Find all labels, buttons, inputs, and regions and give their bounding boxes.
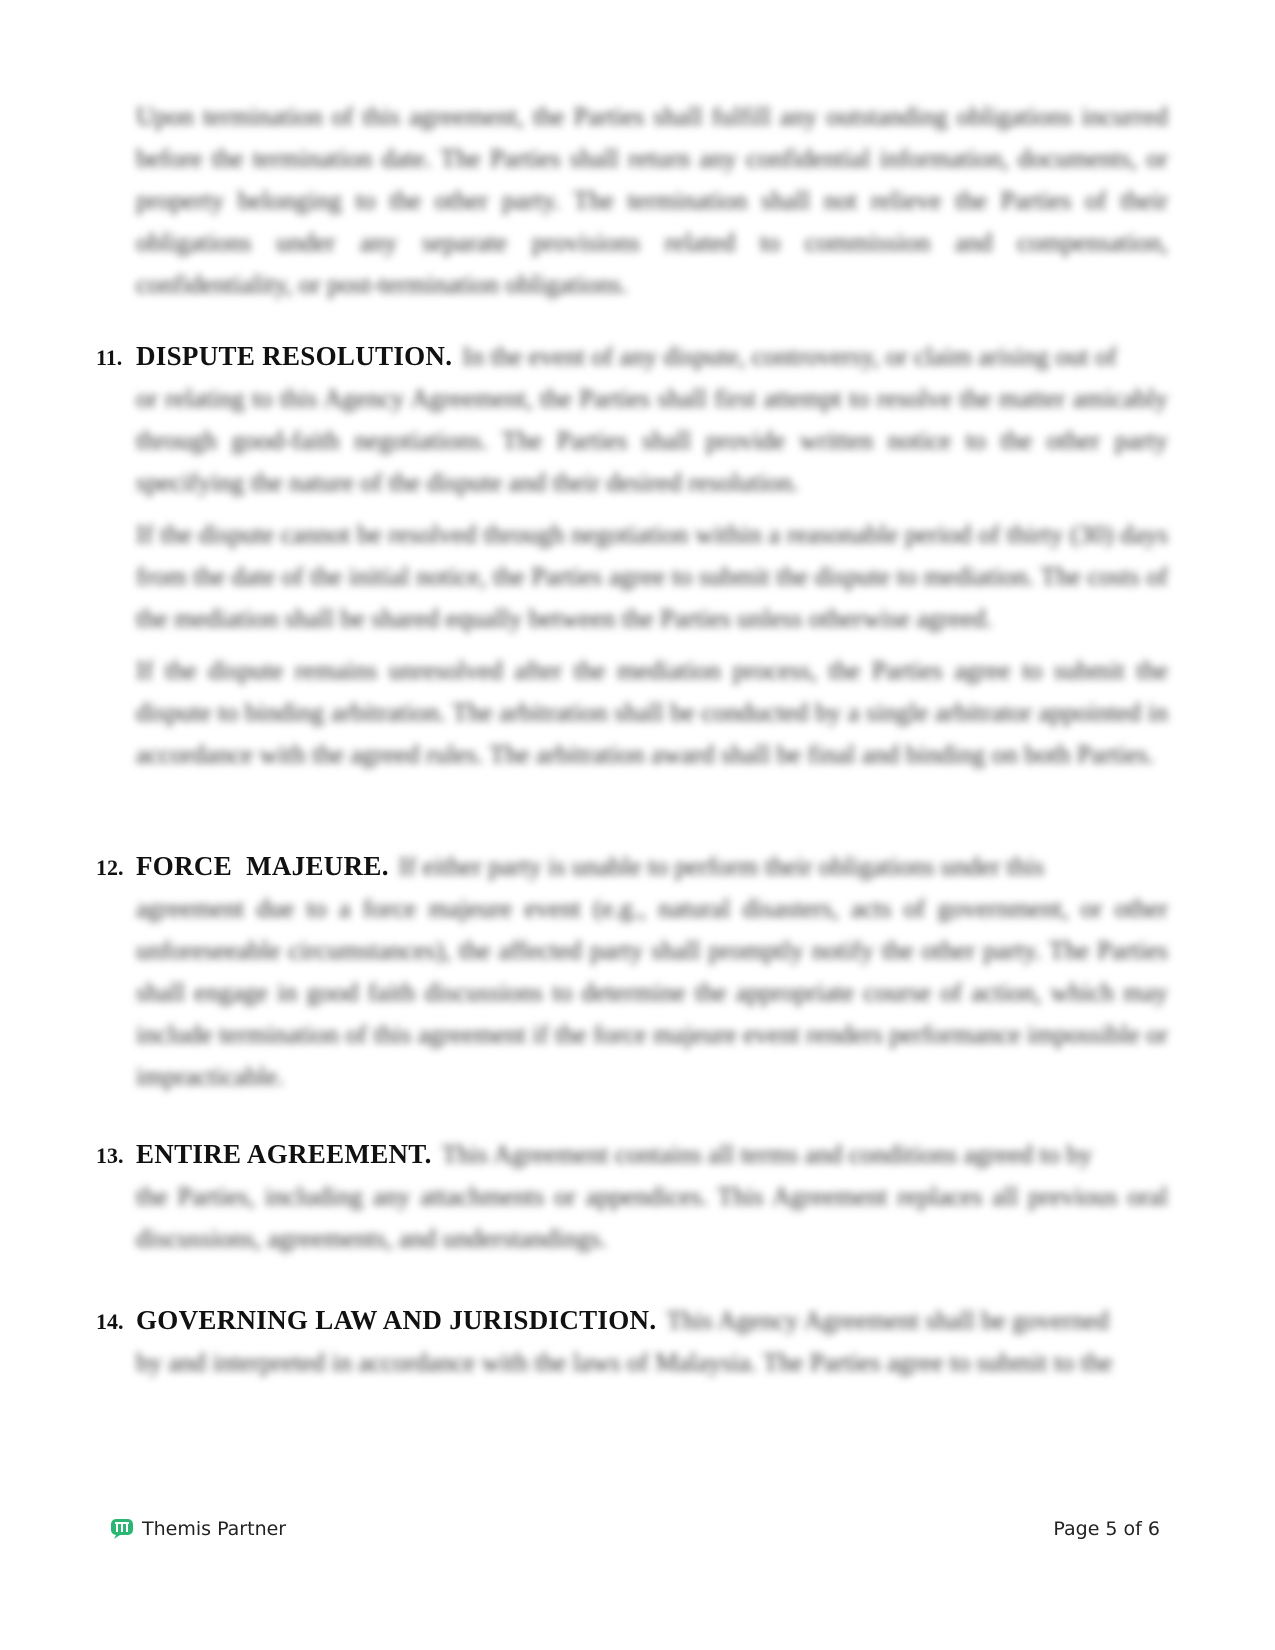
page-footer [110,1518,1160,1540]
section-lead-text: In the event of any dispute, controversy, or claim arising out of [462,342,1117,371]
section-paragraph: If the dispute cannot be resolved through negotiation within a reasonable period of thirty (30) days from the date of the initial notice, the Parties agree to submit the dispute to mediation. The costs of the mediation shall be shared equally between the Parties unless otherwise agreed. [136,520,1168,633]
section-body [136,378,1168,776]
section-lead-text: This Agency Agreement shall be governed [666,1306,1109,1335]
themis-logo-icon [110,1518,134,1540]
section-body [136,888,1168,1098]
section-number: 14. [96,1309,124,1334]
section-body [136,1176,1168,1260]
section-lead-text: This Agreement contains all terms and conditions agreed to by [441,1140,1093,1169]
intro-paragraph: Upon termination of this agreement, the Parties shall fulfill any outstanding obligations incurred before the termination date. The Parties shall return any confidential information, documents, or property belonging to the other party. The termination shall not relieve the Parties of their obligations under any separate provisions related to commission and compensation, confidentiality, or post-termination obligations. [136,102,1168,299]
section-force-majeure [96,846,1168,1108]
section-heading-line [96,1300,1168,1342]
section-heading-line [96,846,1168,888]
section-number: 13. [96,1143,124,1168]
page-number: Page 5 of 6 [1053,1518,1160,1540]
brand [110,1518,286,1540]
section-dispute-resolution [96,336,1168,786]
section-heading-line [96,1134,1168,1176]
section-heading: GOVERNING LAW AND JURISDICTION. [136,1305,657,1335]
section-paragraph: the Parties, including any attachments or appendices. This Agreement replaces all previous oral discussions, agreements, and understandings. [136,1182,1168,1253]
section-governing-law [96,1300,1168,1394]
section-entire-agreement [96,1134,1168,1270]
section-heading: ENTIRE AGREEMENT. [136,1139,432,1169]
section-lead-text: If either party is unable to perform their obligations under this [398,852,1045,881]
section-paragraph: If the dispute remains unresolved after the mediation process, the Parties agree to submit the dispute to binding arbitration. The arbitration shall be conducted by a single arbitrator appointed in accordance with the agreed rules. The arbitration award shall be final and binding on both Parties. [136,656,1168,769]
section-heading: FORCE MAJEURE. [136,851,389,881]
section-paragraph: agreement due to a force majeure event (e.g., natural disasters, acts of government, or other unforeseeable circumstances), the affected party shall promptly notify the other party. The Parties shall engage in good faith discussions to determine the appropriate course of action, which may include termination of this agreement if the force majeure event renders performance impossible or impracticable. [136,894,1168,1091]
section-paragraph: by and interpreted in accordance with the laws of Malaysia. The Parties agree to submit to the [136,1348,1113,1377]
section-heading: DISPUTE RESOLUTION. [136,341,453,371]
brand-name: Themis Partner [142,1518,287,1540]
section-heading-line [96,336,1168,378]
section-number: 12. [96,855,124,880]
section-paragraph: or relating to this Agency Agreement, the Parties shall first attempt to resolve the matter amicably through good-faith negotiations. The Parties shall provide written notice to the other party specifying the nature of the dispute and their desired resolution. [136,384,1168,497]
section-body [136,1342,1168,1384]
section-number: 11. [96,345,123,370]
